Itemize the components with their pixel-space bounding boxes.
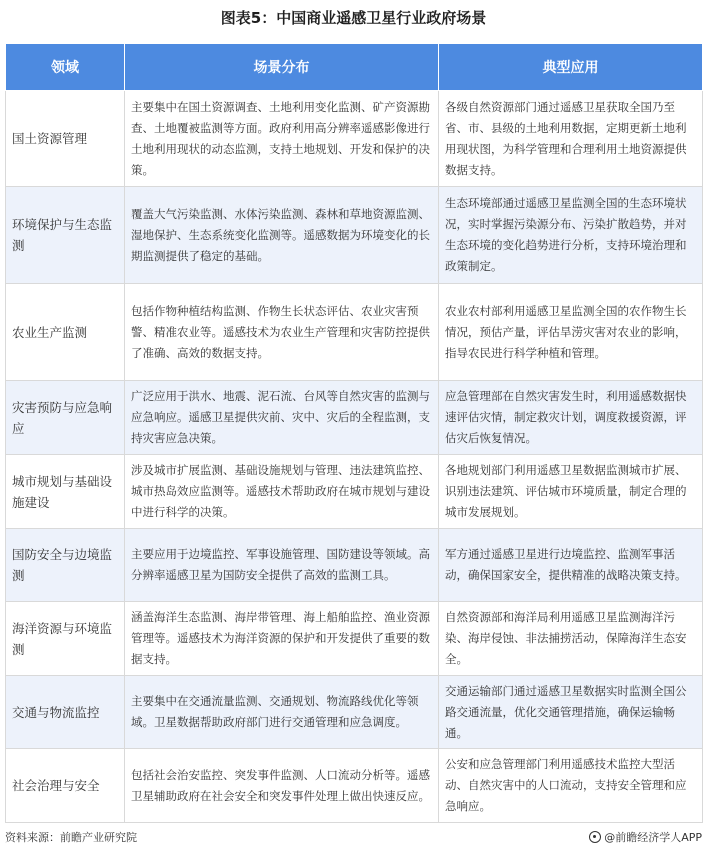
header-scene: 场景分布	[125, 44, 439, 91]
table-row	[6, 187, 703, 284]
table-header-row	[6, 44, 703, 91]
application-cell: 交通运输部门通过遥感卫星数据实时监测全国公路交通流量，优化交通管理措施，确保运输畅通。	[439, 676, 703, 749]
scene-cell: 涵盖海洋生态监测、海岸带管理、海上船舶监控、渔业资源管理等。遥感技术为海洋资源的保护和开发提供了重要的数据支持。	[125, 602, 439, 676]
application-cell: 各级自然资源部门通过遥感卫星获取全国乃至省、市、县级的土地利用数据，定期更新土地利用现状图，为科学管理和合理利用土地资源提供数据支持。	[439, 91, 703, 187]
application-cell: 应急管理部在自然灾害发生时，利用遥感数据快速评估灾情，制定救灾计划，调度救援资源，评估灾后恢复情况。	[439, 381, 703, 455]
table-row	[6, 455, 703, 529]
page-title: 图表5：中国商业遥感卫星行业政府场景	[220, 9, 487, 27]
field-cell: 农业生产监测	[6, 284, 125, 381]
table-row	[6, 284, 703, 381]
scene-cell: 包括社会治安监控、突发事件监测、人口流动分析等。遥感卫星辅助政府在社会安全和突发事件处理上做出快速反应。	[125, 749, 439, 823]
field-cell: 国土资源管理	[6, 91, 125, 187]
field-cell: 海洋资源与环境监测	[6, 602, 125, 676]
application-cell: 生态环境部通过遥感卫星监测全国的生态环境状况，实时掌握污染源分布、污染扩散趋势，并对生态环境的变化趋势进行分析，支持环境治理和政策制定。	[439, 187, 703, 284]
field-cell: 社会治理与安全	[6, 749, 125, 823]
application-cell: 各地规划部门利用遥感卫星数据监测城市扩展、识别违法建筑、评估城市环境质量，制定合理的城市发展规划。	[439, 455, 703, 529]
field-cell: 灾害预防与应急响应	[6, 381, 125, 455]
application-cell: 军方通过遥感卫星进行边境监控、监测军事活动，确保国家安全，提供精准的战略决策支持。	[439, 529, 703, 602]
scene-cell: 主要应用于边境监控、军事设施管理、国防建设等领域。高分辨率遥感卫星为国防安全提供了高效的监测工具。	[125, 529, 439, 602]
table-row	[6, 602, 703, 676]
header-field: 领域	[6, 44, 125, 91]
field-cell: 城市规划与基础设施建设	[6, 455, 125, 529]
table-row	[6, 381, 703, 455]
brand-text: @前瞻经济学人APP	[604, 831, 702, 844]
scene-cell: 主要集中在交通流量监测、交通规划、物流路线优化等领域。卫星数据帮助政府部门进行交通管理和应急调度。	[125, 676, 439, 749]
application-cell: 农业农村部利用遥感卫星监测全国的农作物生长情况，预估产量，评估旱涝灾害对农业的影响，指导农民进行科学种植和管理。	[439, 284, 703, 381]
table-row	[6, 676, 703, 749]
header-application: 典型应用	[439, 44, 703, 91]
footer	[5, 826, 702, 848]
table-row	[6, 749, 703, 823]
scene-cell: 涉及城市扩展监测、基础设施规划与管理、违法建筑监控、城市热岛效应监测等。遥感技术帮助政府在城市规划与建设中进行科学的决策。	[125, 455, 439, 529]
scene-cell: 包括作物种植结构监测、作物生长状态评估、农业灾害预警、精准农业等。遥感技术为农业生产管理和灾害防控提供了准确、高效的数据支持。	[125, 284, 439, 381]
scene-cell: 覆盖大气污染监测、水体污染监测、森林和草地资源监测、湿地保护、生态系统变化监测等。遥感数据为环境变化的长期监测提供了稳定的基础。	[125, 187, 439, 284]
table-row	[6, 91, 703, 187]
qianzhan-logo-icon	[589, 831, 601, 843]
scene-cell: 广泛应用于洪水、地震、泥石流、台风等自然灾害的监测与应急响应。遥感卫星提供灾前、灾中、灾后的全程监测，支持灾害应急决策。	[125, 381, 439, 455]
field-cell: 交通与物流监控	[6, 676, 125, 749]
source-note: 资料来源：前瞻产业研究院	[5, 831, 137, 844]
application-cell: 自然资源部和海洋局利用遥感卫星监测海洋污染、海岸侵蚀、非法捕捞活动，保障海洋生态安全。	[439, 602, 703, 676]
scene-cell: 主要集中在国土资源调查、土地利用变化监测、矿产资源勘查、土地覆被监测等方面。政府利用高分辨率遥感影像进行土地利用现状的动态监测，支持土地规划、开发和保护的决策。	[125, 91, 439, 187]
field-cell: 环境保护与生态监测	[6, 187, 125, 284]
brand-credit	[589, 829, 702, 845]
scenario-table	[5, 43, 703, 823]
table-row	[6, 529, 703, 602]
field-cell: 国防安全与边境监测	[6, 529, 125, 602]
application-cell: 公安和应急管理部门利用遥感技术监控大型活动、自然灾害中的人口流动，支持安全管理和应急响应。	[439, 749, 703, 823]
